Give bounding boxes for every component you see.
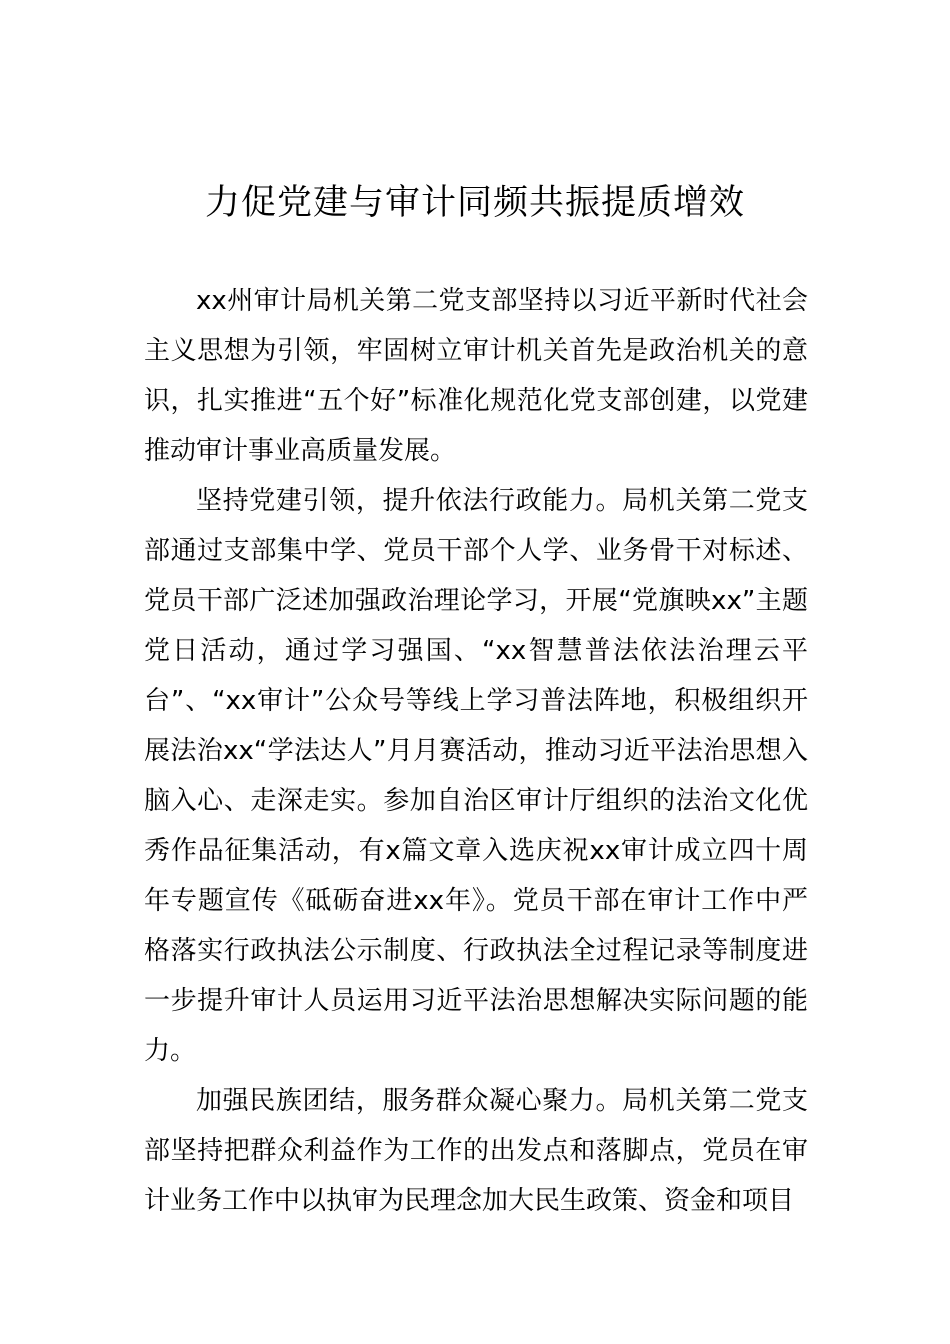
paragraph-intro: xx州审计局机关第二党支部坚持以习近平新时代社会主义思想为引领，牢固树立审计机关首先是政治机关的意识，扎实推进“五个好”标准化规范化党支部创建，以党建推动审计事业高质量发展。 — [144, 286, 808, 466]
paragraph-ethnic-unity: 加强民族团结，服务群众凝心聚力。局机关第二党支部坚持把群众利益作为工作的出发点和落脚点，党员在审计业务工作中以执审为民理念加大民生政策、资金和项目 — [144, 1086, 808, 1216]
document-title: 力促党建与审计同频共振提质增效 — [204, 183, 745, 223]
document-body — [144, 276, 808, 1226]
paragraph-party-building: 坚持党建引领，提升依法行政能力。局机关第二党支部通过支部集中学、党员干部个人学、业务骨干对标述、党员干部广泛述加强政治理论学习，开展“党旗映xx”主题党日活动，通过学习强国、“xx智慧普法依法治理云平台”、“xx审计”公众号等线上学习普法阵地，积极组织开展法治xx“学法达人”月月赛活动，推动习近平法治思想入脑入心、走深走实。参加自治区审计厅组织的法治文化优秀作品征集活动，有x篇文章入选庆祝xx审计成立四十周年专题宣传《砥砺奋进xx年》。党员干部在审计工作中严格落实行政执法公示制度、行政执法全过程记录等制度进一步提升审计人员运用习近平法治思想解决实际问题的能力。 — [144, 486, 808, 1066]
